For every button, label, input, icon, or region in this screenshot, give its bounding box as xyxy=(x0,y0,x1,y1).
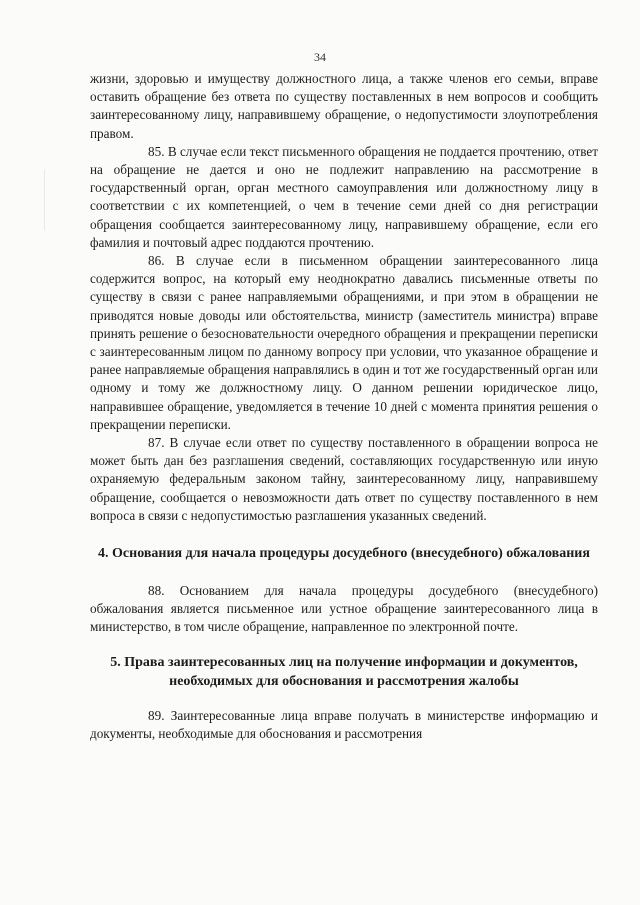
paragraph-86: 86. В случае если в письменном обращении заинтересованного лица содержится вопрос, на который ему неоднократно давались письменные ответы по существу в связи с ранее направляемыми обращениями, и при этом в обращении не приводятся новые доводы или обстоятельства, министр (заместитель министра) вправе принять решение о безосновательности очередного обращения и прекращении переписки с заинтересованным лицом по данному вопросу при условии, что указанное обращение и ранее направляемые обращения направлялись в один и тот же государственный орган или одному и тому же должностному лицу. О данном решении юридическое лицо, направившее обращение, уведомляется в течение 10 дней с момента принятия решения о прекращении переписки. xyxy=(90,253,598,432)
page-number: 34 xyxy=(314,50,326,64)
paragraph-87: 87. В случае если ответ по существу поставленного в обращении вопроса не может быть дан без разглашения сведений, составляющих государственную или иную охраняемую федеральным законом тайну, заинтересованному лицу, направившему обращение, сообщается о невозможности дать ответ по существу поставленного в нем вопроса в связи с недопустимостью разглашения указанных сведений. xyxy=(90,435,598,523)
section-4-heading: 4. Основания для начала процедуры досудебного (внесудебного) обжалования xyxy=(98,546,590,562)
page-content xyxy=(90,70,598,744)
spacer xyxy=(90,691,598,707)
paragraph-88: 88. Основанием для начала процедуры досудебного (внесудебного) обжалования является письменное или устное обращение заинтересованного лица в министерство, в том числе обращение, направленное по электронной почте. xyxy=(90,582,598,634)
paragraph-85: 85. В случае если текст письменного обращения не поддается прочтению, ответ на обращение не дается и оно не подлежит направлению на рассмотрение в государственный орган, орган местного самоуправления или должностному лицу в соответствии с их компетенцией, о чем в течение семи дней со дня регистрации обращения сообщается заинтересованному лицу, направившему обращение, если его фамилия и почтовый адрес поддаются прочтению. xyxy=(90,143,598,250)
paragraph-continued: жизни, здоровью и имуществу должностного лица, а также членов его семьи, вправе оставить обращение без ответа по существу поставленных в нем вопросов и сообщить заинтересованному лицу, направившему обращение, о недопустимости злоупотребления правом. xyxy=(90,71,598,141)
section-5-heading: 5. Права заинтересованных лиц на получение информации и документов, необходимых для обоснования и рассмотрения жалобы xyxy=(110,655,578,689)
paragraph-89: 89. Заинтересованные лица вправе получать в министерстве информацию и документы, необходимые для обоснования и рассмотрения xyxy=(90,708,598,742)
spacer xyxy=(90,636,598,654)
spacer xyxy=(90,564,598,582)
scan-artifact-line xyxy=(44,170,45,230)
spacer xyxy=(90,525,598,545)
